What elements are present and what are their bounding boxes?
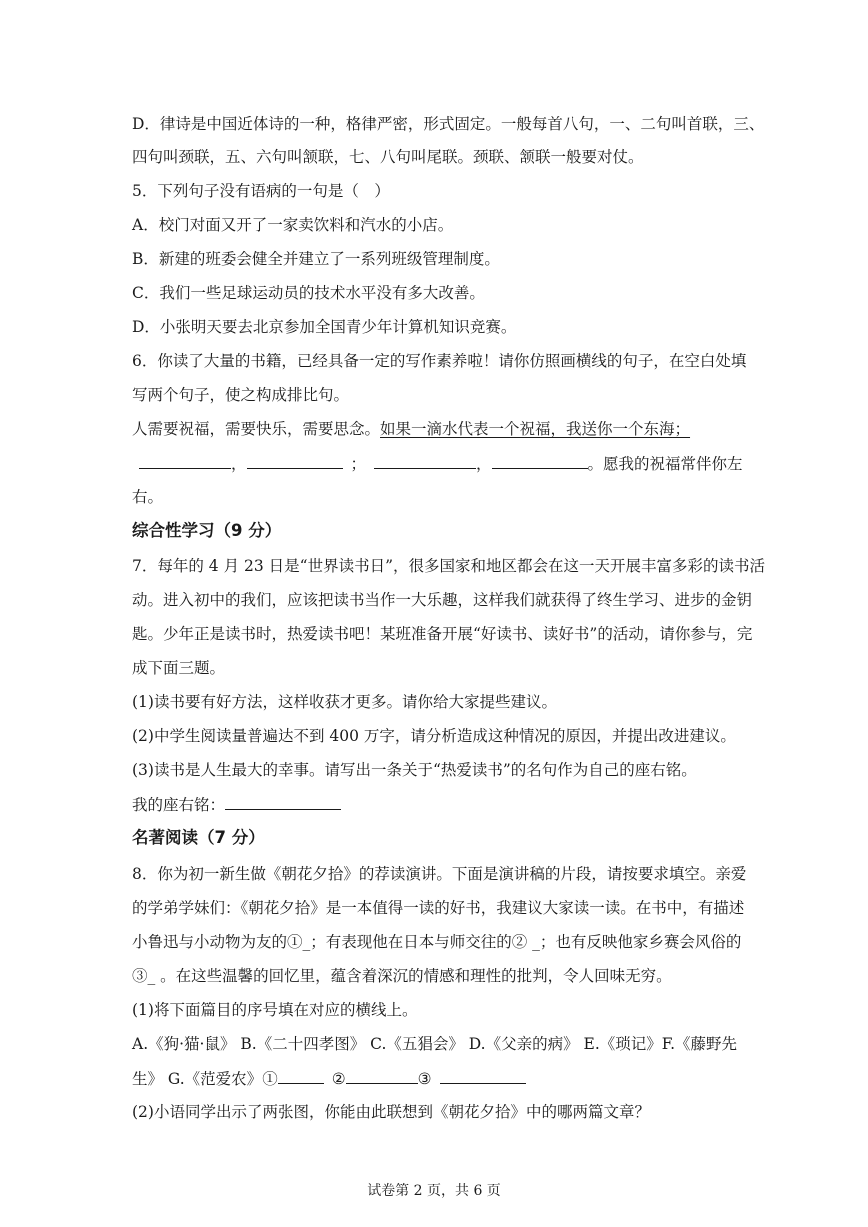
q8-sub1: (1)将下面篇目的序号填在对应的横线上。 bbox=[132, 1001, 418, 1019]
q7-motto-blank[interactable] bbox=[225, 794, 341, 810]
q7-sub1: (1)读书要有好方法，这样收获才更多。请你给大家提些建议。 bbox=[132, 693, 557, 711]
q8-line1: 8．你为初一新生做《朝花夕拾》的荐读演讲。下面是演讲稿的片段，请按要求填空。亲爱 bbox=[132, 865, 747, 883]
q6-blank-4[interactable] bbox=[492, 453, 588, 469]
page-footer: 试卷第 2 页，共 6 页 bbox=[367, 1183, 501, 1199]
q8-line3: 小鲁迅与小动物为友的①_；有表现他在日本与师交往的② _；也有反映他家乡赛会风俗的 bbox=[132, 933, 742, 951]
q4-option-d-line1: D．律诗是中国近体诗的一种，格律严密，形式固定。一般每首八句，一、二句叫首联，三、 bbox=[132, 115, 765, 133]
q7-line3: 匙。少年正是读书时，热爱读书吧！某班准备开展“好读书、读好书”的活动，请你参与，完 bbox=[132, 625, 753, 643]
q7-sub3: (3)读书是人生最大的幸事。请写出一条关于“热爱读书”的名句作为自己的座右铭。 bbox=[132, 761, 697, 779]
q7-line1: 7．每年的 4 月 23 日是“世界读书日”，很多国家和地区都会在这一天开展丰富多彩的读书活 bbox=[132, 557, 766, 575]
q5-option-c: C．我们一些足球运动员的技术水平没有多大改善。 bbox=[132, 284, 485, 302]
q8-sub2: (2)小语同学出示了两张图，你能由此联想到《朝花夕拾》中的哪两篇文章？ bbox=[132, 1103, 650, 1121]
q6-example-prefix: 人需要祝福，需要快乐，需要思念。 bbox=[132, 420, 381, 438]
q6-ending-line2: 右。 bbox=[132, 488, 164, 506]
q6-ending: 。愿我的祝福常伴你左 bbox=[587, 455, 743, 473]
q6-answer-line bbox=[139, 453, 743, 474]
q7-line4: 成下面三题。 bbox=[132, 659, 226, 677]
section-heading-classics: 名著阅读（7 分） bbox=[132, 828, 265, 847]
q8-options-line1: A.《狗·猫·鼠》 B.《二十四孝图》 C.《五猖会》 D.《父亲的病》 E.《琐记》F.《藤野先 bbox=[132, 1035, 738, 1053]
q4-option-d-line2: 四句叫颈联，五、六句叫颔联，七、八句叫尾联。颈联、颔联一般要对仗。 bbox=[132, 148, 644, 166]
q8-mark-3: ③ bbox=[417, 1070, 432, 1088]
q8-blank-2[interactable] bbox=[346, 1068, 418, 1084]
q6-example-line bbox=[132, 419, 690, 439]
q8-options-line2-text: 生》 G.《范爱农》 bbox=[132, 1070, 263, 1088]
q6-blank-1[interactable] bbox=[139, 453, 231, 469]
section-heading-integrated: 综合性学习（9 分） bbox=[132, 521, 282, 540]
q6-blank-2[interactable] bbox=[247, 453, 343, 469]
q6-example-underlined: 如果一滴水代表一个祝福，我送你一个东海； bbox=[380, 420, 691, 438]
q8-line2: 的学弟学妹们：《朝花夕拾》是一本值得一读的好书，我建议大家读一读。在书中，有描述 bbox=[132, 899, 745, 917]
q5-option-b: B．新建的班委会健全并建立了一系列班级管理制度。 bbox=[132, 250, 500, 268]
q7-motto-label: 我的座右铭： bbox=[132, 796, 226, 814]
q8-mark-2: ② bbox=[331, 1070, 346, 1088]
q5-stem: 5．下列句子没有语病的一句是（ ） bbox=[132, 182, 390, 200]
q6-blank-3[interactable] bbox=[374, 453, 476, 469]
q5-option-a: A．校门对面又开了一家卖饮料和汽水的小店。 bbox=[132, 216, 454, 234]
q8-line4: ③_ 。在这些温馨的回忆里，蕴含着深沉的情感和理性的批判，令人回味无穷。 bbox=[132, 967, 672, 985]
q6-comma-2: ， bbox=[476, 455, 492, 473]
q7-sub2: (2)中学生阅读量普遍达不到 400 万字，请分析造成这种情况的原因，并提出改进建议。 bbox=[132, 727, 736, 745]
q8-blank-1[interactable] bbox=[278, 1068, 324, 1084]
q6-stem-line1: 6．你读了大量的书籍，已经具备一定的写作素养啦！请你仿照画横线的句子，在空白处填 bbox=[132, 352, 747, 370]
q5-option-d: D．小张明天要去北京参加全国青少年计算机知识竞赛。 bbox=[132, 318, 517, 336]
q6-semicolon: ； bbox=[350, 455, 367, 473]
q6-comma-1: ， bbox=[231, 455, 247, 473]
q7-line2: 动。进入初中的我们，应该把读书当作一大乐趣，这样我们就获得了终生学习、进步的金钥 bbox=[132, 591, 753, 609]
q8-options-line2 bbox=[132, 1068, 526, 1089]
q7-motto-line bbox=[132, 794, 341, 815]
q8-blank-3[interactable] bbox=[440, 1068, 526, 1084]
q8-mark-1: ① bbox=[262, 1070, 278, 1088]
q6-stem-line2: 写两个句子，使之构成排比句。 bbox=[132, 386, 350, 404]
